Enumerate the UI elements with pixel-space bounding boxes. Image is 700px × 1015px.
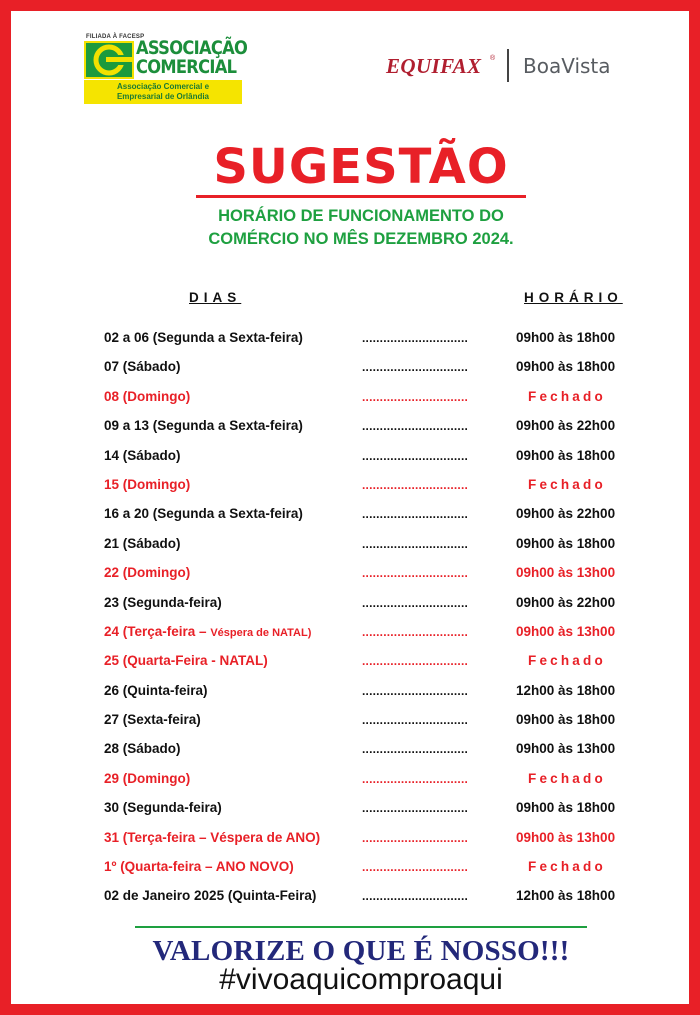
row-day: [104, 858, 294, 876]
row-dots: ..............................: [362, 889, 469, 904]
row-day: [104, 564, 190, 582]
row-dots: ..............................: [362, 830, 469, 845]
row-hours: 09h00 às 18h00: [516, 800, 616, 816]
row-hours: Fechado: [528, 770, 606, 786]
row-day-text: 31 (Terça-feira – Véspera de ANO): [104, 829, 321, 845]
ac-sub-line1: Associação Comercial e: [116, 82, 210, 91]
row-day-text: 1º (Quarta-feira – ANO NOVO): [104, 859, 294, 875]
row-dots: ..............................: [362, 419, 469, 434]
boavista-wordmark: BoaVista: [523, 54, 611, 78]
row-day: [104, 770, 190, 788]
table-row: [11, 618, 700, 647]
row-dots: ..............................: [362, 595, 469, 610]
row-hours: Fechado: [528, 388, 606, 404]
row-dots: ..............................: [362, 713, 469, 728]
row-day: [104, 799, 222, 817]
column-header-dias: DIAS: [189, 290, 242, 305]
row-dots: ..............................: [362, 566, 469, 581]
row-dots: ..............................: [362, 389, 469, 404]
row-day: [104, 623, 311, 642]
table-row: [11, 765, 700, 794]
row-hours: 09h00 às 22h00: [516, 594, 616, 610]
table-row: [11, 353, 700, 382]
row-day-text: 28 (Sábado): [104, 741, 181, 757]
table-row: [11, 882, 700, 911]
row-day: [104, 682, 208, 700]
page-subtitle: [11, 205, 700, 251]
table-row: [11, 442, 700, 471]
row-dots: ..............................: [362, 683, 469, 698]
row-day: [104, 447, 181, 465]
row-day-text: 24 (Terça-feira –: [104, 623, 211, 639]
title-underline: [196, 195, 526, 198]
ac-top-label: FILIADA À FACESP: [86, 34, 145, 40]
row-day: [104, 711, 201, 729]
row-day: [104, 417, 303, 435]
ac-sub-line2: Empresarial de Orlândia: [116, 92, 210, 101]
table-row: [11, 559, 700, 588]
row-day-text: 23 (Segunda-feira): [104, 594, 222, 610]
row-day: [104, 535, 181, 553]
row-day-text: 02 de Janeiro 2025 (Quinta-Feira): [104, 888, 317, 904]
row-day-text: 25 (Quarta-Feira - NATAL): [104, 653, 268, 669]
ac-subtitle-box: [84, 80, 242, 104]
row-hours: 09h00 às 18h00: [516, 330, 616, 345]
row-day: [104, 329, 303, 347]
row-dots: ..............................: [362, 624, 469, 639]
row-hours: 09h00 às 18h00: [516, 712, 616, 728]
table-row: [11, 589, 700, 618]
schedule-table: [11, 324, 700, 912]
table-row: [11, 324, 700, 353]
row-day-text: 22 (Domingo): [104, 565, 191, 581]
row-dots: ..............................: [362, 771, 469, 786]
row-day-text: 15 (Domingo): [104, 476, 191, 492]
subtitle-line2: COMÉRCIO NO MÊS DEZEMBRO 2024.: [208, 230, 514, 248]
row-hours: 09h00 às 18h00: [516, 359, 616, 375]
row-hours: 09h00 às 18h00: [516, 535, 616, 551]
logo-divider: [507, 49, 509, 82]
table-row: [11, 530, 700, 559]
page-title: SUGESTÃO: [213, 139, 509, 195]
row-day-text: 30 (Segunda-feira): [104, 800, 222, 816]
equifax-wordmark: EQUIFAX: [386, 54, 482, 78]
row-dots: ..............................: [362, 331, 469, 345]
row-day: [104, 358, 181, 376]
table-row: [11, 677, 700, 706]
row-hours: 09h00 às 18h00: [516, 447, 616, 463]
table-row: [11, 706, 700, 735]
row-dots: ..............................: [362, 654, 469, 669]
ac-title-line2: COMERCIAL: [136, 57, 237, 78]
hashtag: #vivoaquicomproaqui: [219, 963, 503, 996]
row-hours: Fechado: [528, 859, 606, 875]
row-hours: Fechado: [528, 653, 606, 669]
row-day: [104, 505, 303, 523]
row-dots: ..............................: [362, 860, 469, 875]
row-day-note: Véspera de NATAL): [210, 626, 312, 639]
row-hours: 12h00 às 18h00: [516, 682, 616, 698]
row-day: [104, 652, 268, 670]
row-dots: ..............................: [362, 477, 469, 492]
subtitle-line1: HORÁRIO DE FUNCIONAMENTO DO: [218, 207, 504, 225]
associacao-comercial-logo: [84, 34, 248, 106]
table-row: [11, 794, 700, 823]
row-hours: 09h00 às 22h00: [516, 506, 616, 522]
row-day-text: 16 a 20 (Segunda a Sexta-feira): [104, 506, 303, 522]
row-dots: ..............................: [362, 360, 469, 375]
ac-title: [136, 39, 247, 77]
row-day: [104, 887, 316, 905]
row-dots: ..............................: [362, 448, 469, 463]
row-dots: ..............................: [362, 742, 469, 757]
footer-divider: [135, 926, 587, 928]
row-day-text: 02 a 06 (Segunda a Sexta-feira): [104, 330, 303, 345]
row-day: [104, 829, 320, 847]
table-row: [11, 383, 700, 412]
row-hours: 09h00 às 22h00: [516, 418, 616, 434]
row-day: [104, 594, 222, 612]
table-row: [11, 500, 700, 529]
row-hours: 12h00 às 18h00: [516, 888, 616, 904]
row-dots: ..............................: [362, 801, 469, 816]
row-day-text: 09 a 13 (Segunda a Sexta-feira): [104, 418, 303, 434]
row-hours: Fechado: [528, 476, 606, 492]
slogan: VALORIZE O QUE É NOSSO!!!: [152, 935, 570, 967]
table-row: [11, 412, 700, 441]
row-day-text: 21 (Sábado): [104, 535, 181, 551]
row-day-text: 07 (Sábado): [104, 359, 181, 375]
row-day-text: 08 (Domingo): [104, 388, 191, 404]
row-hours: 09h00 às 13h00: [516, 623, 616, 639]
row-hours: 09h00 às 13h00: [516, 741, 616, 757]
row-day-text: 26 (Quinta-feira): [104, 682, 208, 698]
table-row: [11, 735, 700, 764]
row-day: [104, 476, 190, 494]
row-day: [104, 388, 190, 406]
row-day: [104, 740, 181, 758]
table-row: [11, 853, 700, 882]
row-day-text: 14 (Sábado): [104, 447, 181, 463]
table-row: [11, 647, 700, 676]
row-hours: 09h00 às 13h00: [516, 565, 616, 581]
table-row: [11, 824, 700, 853]
ac-emblem-icon: [84, 41, 134, 79]
row-day-text: 29 (Domingo): [104, 770, 191, 786]
equifax-boavista-logo: [386, 49, 616, 85]
row-dots: ..............................: [362, 507, 469, 522]
column-header-horario: HORÁRIO: [524, 290, 623, 305]
table-row: [11, 471, 700, 500]
equifax-registered-mark: ®: [490, 55, 496, 62]
row-day-text: 27 (Sexta-feira): [104, 712, 201, 728]
ac-title-line1: ASSOCIAÇÃO: [136, 38, 248, 59]
row-hours: 09h00 às 13h00: [516, 829, 616, 845]
row-dots: ..............................: [362, 536, 469, 551]
